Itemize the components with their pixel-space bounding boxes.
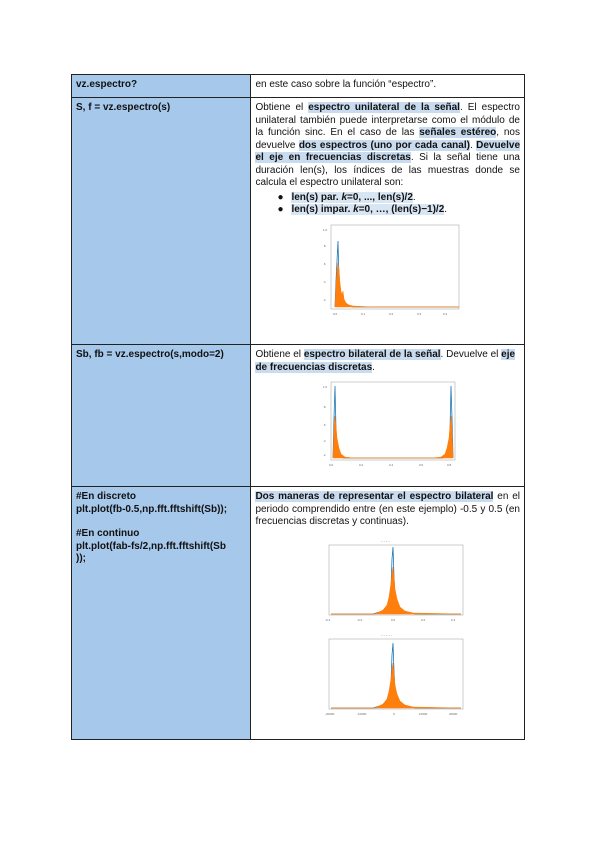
- highlight-text: señales estéreo: [419, 127, 497, 138]
- text: . El espectro unilateral también puede interpretarse como el módulo de la función sinc. En el caso de las: [255, 102, 520, 138]
- code-reference-table: [71, 74, 525, 740]
- svg-text:.2: .2: [322, 453, 326, 457]
- svg-text:0.2: 0.2: [388, 311, 393, 316]
- svg-text:.8: .8: [322, 405, 326, 409]
- highlight-text: espectro unilateral de la señal: [308, 102, 460, 113]
- code-line: plt.plot(fab-fs/2,np.fft.fftshift(Sb: [76, 540, 226, 552]
- svg-text:.4: .4: [322, 439, 326, 443]
- code-line: ));: [76, 553, 86, 564]
- table-row: [72, 345, 525, 487]
- svg-text:0: 0: [392, 711, 395, 716]
- table-row: [72, 98, 525, 345]
- description-cell: [251, 98, 525, 345]
- svg-text:0.8: 0.8: [446, 463, 451, 467]
- code-cell: Sb, fb = vz.espectro(s,modo=2): [72, 345, 251, 487]
- code-cell: vz.espectro?: [72, 75, 251, 98]
- highlight-text: dos espectros (uno por cada canal): [298, 139, 470, 151]
- svg-text:.8: .8: [322, 243, 326, 248]
- list-item: ● len(s) impar. k=0, …, (len(s)−1)/2.: [277, 204, 448, 215]
- svg-text:0.0: 0.0: [328, 463, 333, 467]
- svg-text:.2: .2: [322, 297, 326, 302]
- svg-text:.4: .4: [322, 279, 326, 284]
- svg-text:0.3: 0.3: [416, 311, 421, 316]
- highlight-text: Devuelve el eje en frecuencias discretas: [255, 139, 521, 163]
- svg-text:1.0: 1.0: [322, 227, 327, 232]
- description-cell: en este caso sobre la función “espectro”.: [251, 75, 525, 98]
- continuous-centered-spectrum-plot: [303, 631, 473, 721]
- text: Obtiene el: [255, 102, 309, 113]
- svg-text:0.4: 0.4: [388, 463, 393, 467]
- svg-text:0.1: 0.1: [360, 311, 365, 316]
- svg-text:0.4: 0.4: [450, 617, 455, 622]
- code-comment: #En continuo: [76, 528, 140, 539]
- code-line: plt.plot(fb-0.5,np.fft.fftshift(Sb));: [76, 503, 228, 515]
- svg-text:0.6: 0.6: [418, 463, 423, 467]
- svg-text:0.2: 0.2: [358, 463, 363, 467]
- text: , nos devuelve: [255, 127, 520, 151]
- discrete-centered-spectrum-plot: [303, 537, 473, 627]
- svg-text:0.2: 0.2: [420, 617, 425, 622]
- index-list: [255, 192, 520, 217]
- table-row: [72, 487, 525, 740]
- list-item: ● len(s) par. k=0, ..., len(s)/2.: [277, 191, 416, 203]
- description-cell: Dos maneras de representar el espectro bilateral en el periodo comprendido entre (en este ejemplo) -0.5 y 0.5 (en frecuencias discretas y continuas). - - - - -0.4 -0.2 0.0 0.2 0.4 - - - - - -20000 -10000 0 10000 20000: [251, 487, 525, 740]
- bilateral-spectrum-plot: [313, 378, 463, 473]
- svg-text:1.0: 1.0: [322, 385, 327, 389]
- svg-text:-0.2: -0.2: [356, 617, 362, 622]
- svg-text:20000: 20000: [448, 711, 458, 716]
- text: .: [469, 139, 477, 151]
- text: . Si la señal tiene una duración len(s), los índices de las muestras donde se calcula el espectro unilateral son:: [255, 152, 520, 188]
- svg-text:0.4: 0.4: [442, 311, 447, 316]
- code-comment: #En discreto: [76, 491, 137, 502]
- description-cell: Obtiene el espectro bilateral de la señal. Devuelve el eje de frecuencias discretas. 1.0 .8 .6 .4 .2 0.0 0.2 0.4 0.6 0.8: [251, 345, 525, 487]
- svg-text:-10000: -10000: [356, 711, 367, 716]
- svg-text:-0.4: -0.4: [324, 617, 330, 622]
- svg-text:- - - -: - - - -: [380, 537, 390, 543]
- code-cell: [72, 487, 251, 740]
- table-row: [72, 75, 525, 98]
- unilateral-spectrum-plot: [313, 221, 463, 321]
- svg-text:- - - - -: - - - - -: [380, 631, 392, 637]
- svg-text:0.0: 0.0: [390, 617, 395, 622]
- svg-text:0.0: 0.0: [332, 311, 337, 316]
- svg-text:10000: 10000: [418, 711, 428, 716]
- code-cell: S, f = vz.espectro(s): [72, 98, 251, 345]
- svg-text:.6: .6: [322, 261, 326, 266]
- svg-text:.6: .6: [322, 423, 326, 427]
- svg-text:-20000: -20000: [324, 711, 335, 716]
